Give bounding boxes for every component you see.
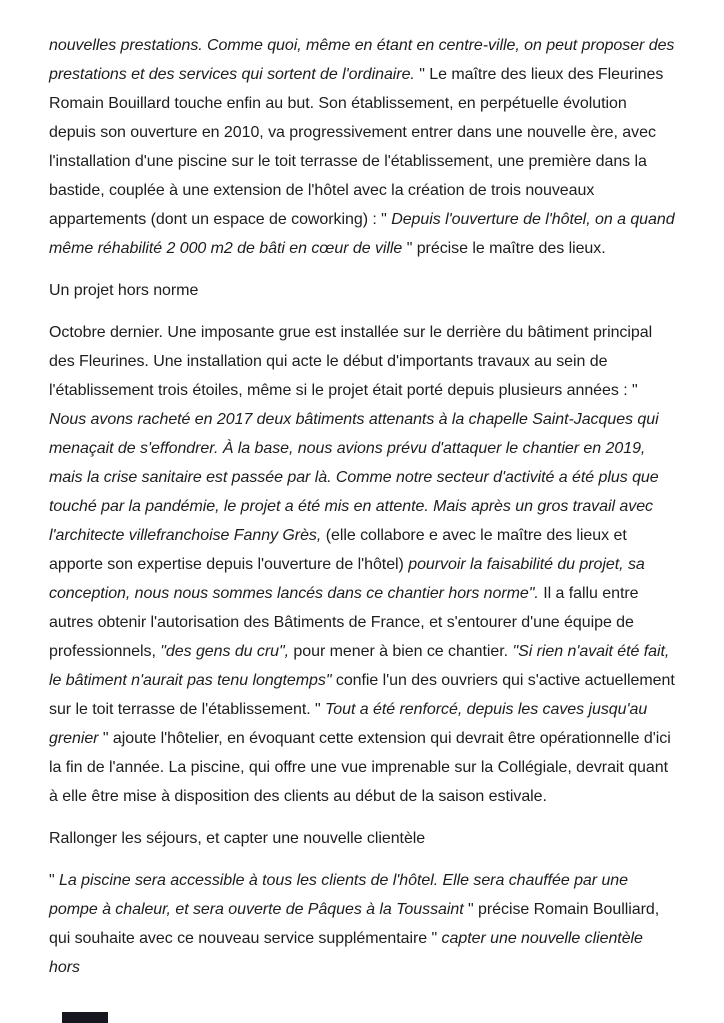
article-paragraph [49,31,675,263]
body-text: Rallonger les séjours, et capter une nouvelle clientèle [49,830,426,847]
quoted-text: capter une nouvelle clientèle hors [49,930,643,976]
article-paragraph [49,866,675,982]
body-text: pour mener à bien ce chantier. [289,643,513,660]
section-heading [49,824,675,853]
section-heading [49,276,675,305]
quoted-text: pourvoir la faisabilité du projet, sa conception, nous nous sommes lancés dans ce chantier hors norme". [49,556,645,602]
body-text: " précise le maître des lieux. [406,240,606,257]
body-text: Octobre dernier. Une imposante grue est installée sur le derrière du bâtiment principal des Fleurines. Une installation qui acte le début d'importants travaux au sein de l'établissement trois étoiles, même si le projet était porté depuis plusieurs années : " [49,324,653,399]
body-text: " [49,872,60,889]
quoted-text: Nous avons racheté en 2017 deux bâtiments attenants à la chapelle Saint-Jacques qui menaçait de s'effondrer. À la base, nous avions prévu d'attaquer le chantier en 2019, mais la crise sanitaire est passée par là. Comme notre secteur d'activité a été plus que touché par la pandémie, le projet a été mis en attente. Mais après un gros travail avec l'architecte villefranchoise Fanny Grès, [49,411,659,544]
quoted-text: nouvelles prestations. Comme quoi, même en étant en centre-ville, on peut proposer des prestations et des services qui sortent de l'ordinaire. [49,37,675,83]
body-text: (elle collabore e avec le maître des lieux et apporte son expertise depuis l'ouverture de l'hôtel) [49,527,627,573]
cropped-dark-element [62,1012,108,1023]
quoted-text: "Si rien n'avait été fait, le bâtiment n'aurait pas tenu longtemps" [49,643,670,689]
quoted-text: Tout a été renforcé, depuis les caves jusqu'au grenier [49,701,648,747]
article-body [49,31,675,995]
body-text: Il a fallu entre autres obtenir l'autorisation des Bâtiments de France, et s'entourer d'une équipe de professionnels, [49,585,639,660]
body-text: Un projet hors norme [49,282,199,299]
quoted-text: Depuis l'ouverture de l'hôtel, on a quand même réhabilité 2 000 m2 de bâti en cœur de ville [49,211,675,257]
quoted-text: "des gens du cru", [160,643,290,660]
body-text: confie l'un des ouvriers qui s'active actuellement sur le toit terrasse de l'établissement. " [49,672,675,718]
quoted-text: La piscine sera accessible à tous les clients de l'hôtel. Elle sera chauffée par une pompe à chaleur, et sera ouverte de Pâques à la Toussaint [49,872,628,918]
article-paragraph [49,318,675,811]
body-text: " Le maître des lieux des Fleurines Romain Bouillard touche enfin au but. Son établissement, en perpétuelle évolution depuis son ouverture en 2010, va progressivement entrer dans une nouvelle ère, avec l'installation d'une piscine sur le toit terrasse de l'établissement, une première dans la bastide, couplée à une extension de l'hôtel avec la création de trois nouveaux appartements (dont un espace de coworking) : " [49,66,664,228]
body-text: " ajoute l'hôtelier, en évoquant cette extension qui devrait être opérationnelle d'ici la fin de l'année. La piscine, qui offre une vue imprenable sur la Collégiale, devrait quant à elle être mise à disposition des clients au début de la saison estivale. [49,730,671,805]
body-text: " précise Romain Boulliard, qui souhaite avec ce nouveau service supplémentaire " [49,901,660,947]
